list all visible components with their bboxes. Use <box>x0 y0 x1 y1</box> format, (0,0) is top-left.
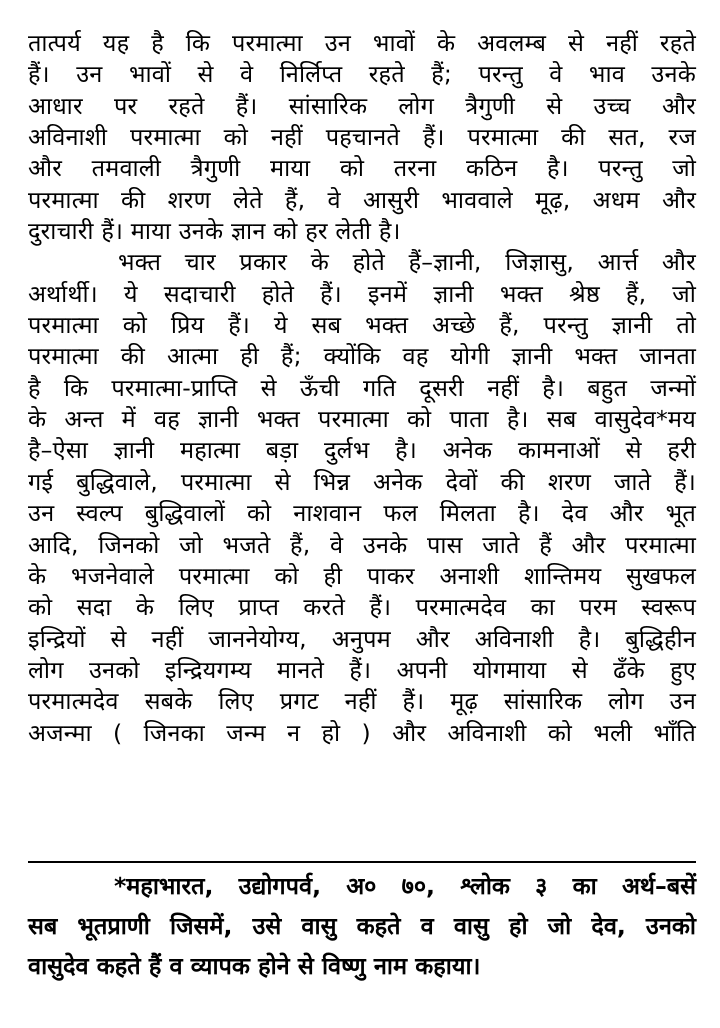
text-line: है–ऐसा ज्ञानी महात्मा बड़ा दुर्लभ है। अनेक कामनाओं से हरी <box>28 436 696 465</box>
text-line: आधार पर रहते हैं। सांसारिक लोग त्रैगुणी से उच्च और <box>28 91 696 120</box>
main-text <box>28 28 696 749</box>
text-line: अविनाशी परमात्मा को नहीं पहचानते हैं। परमात्मा की सत, रज <box>28 123 696 152</box>
text-line: को सदा के लिए प्राप्त करते हैं। परमात्मदेव का परम स्वरूप <box>28 593 696 622</box>
text-line: और तमवाली त्रैगुणी माया को तरना कठिन है। परन्तु जो <box>28 154 696 183</box>
text-line: परमात्मा को प्रिय हैं। ये सब भक्त अच्छे हैं, परन्तु ज्ञानी तो <box>28 311 696 340</box>
footnote-line: *महाभारत, उद्योगपर्व, अ० ७०, श्लोक ३ का अर्थ–बसें <box>114 872 696 900</box>
footnote-divider <box>28 861 696 863</box>
text-line: परमात्मा की आत्मा ही हैं; क्योंकि वह योगी ज्ञानी भक्त जानता <box>28 342 696 371</box>
footnote-line: वासुदेव कहते हैं व व्यापक होने से विष्णु नाम कहाया। <box>28 952 481 980</box>
text-line: अजन्मा ( जिनका जन्म न हो ) और अविनाशी को भली भाँति <box>28 718 696 747</box>
text-line: इन्द्रियों से नहीं जाननेयोग्य, अनुपम और अविनाशी है। बुद्धिहीन <box>28 624 696 653</box>
text-line: के अन्त में वह ज्ञानी भक्त परमात्मा को पाता है। सब वासुदेव*मय <box>28 405 696 434</box>
text-line: उन स्वल्प बुद्धिवालों को नाशवान फल मिलता है। देव और भूत <box>28 499 696 528</box>
footnote <box>28 866 696 986</box>
text-line: आदि, जिनको जो भजते हैं, वे उनके पास जाते हैं और परमात्मा <box>28 530 696 559</box>
text-line: है कि परमात्मा-प्राप्ति से ऊँची गति दूसरी नहीं है। बहुत जन्मों <box>28 373 696 402</box>
text-line: परमात्मा की शरण लेते हैं, वे आसुरी भाववाले मूढ़, अधम और <box>28 185 696 214</box>
footnote-line: सब भूतप्राणी जिसमें, उसे वासु कहते व वासु हो जो देव, उनको <box>28 912 696 940</box>
paragraph-end-line: दुराचारी हैं। माया उनके ज्ञान को हर लेती है। <box>28 217 401 246</box>
text-line: हैं। उन भावों से वे निर्लिप्त रहते हैं; परन्तु वे भाव उनके <box>28 60 696 89</box>
text-line: लोग उनको इन्द्रियगम्य मानते हैं। अपनी योगमाया से ढँके हुए <box>28 655 696 684</box>
text-line: परमात्मदेव सबके लिए प्रगट नहीं हैं। मूढ़ सांसारिक लोग उन <box>28 687 696 716</box>
text-line: गई बुद्धिवाले, परमात्मा से भिन्न अनेक देवों की शरण जाते हैं। <box>28 467 696 496</box>
text-line: अर्थार्थी। ये सदाचारी होते हैं। इनमें ज्ञानी भक्त श्रेष्ठ हैं, जो <box>28 279 696 308</box>
paragraph-start-line: भक्त चार प्रकार के होते हैं–ज्ञानी, जिज्ञासु, आर्त्त और <box>118 248 696 277</box>
text-line: तात्पर्य यह है कि परमात्मा उन भावों के अवलम्ब से नहीं रहते <box>28 29 696 57</box>
text-line: के भजनेवाले परमात्मा को ही पाकर अनाशी शान्तिमय सुखफल <box>28 561 696 590</box>
